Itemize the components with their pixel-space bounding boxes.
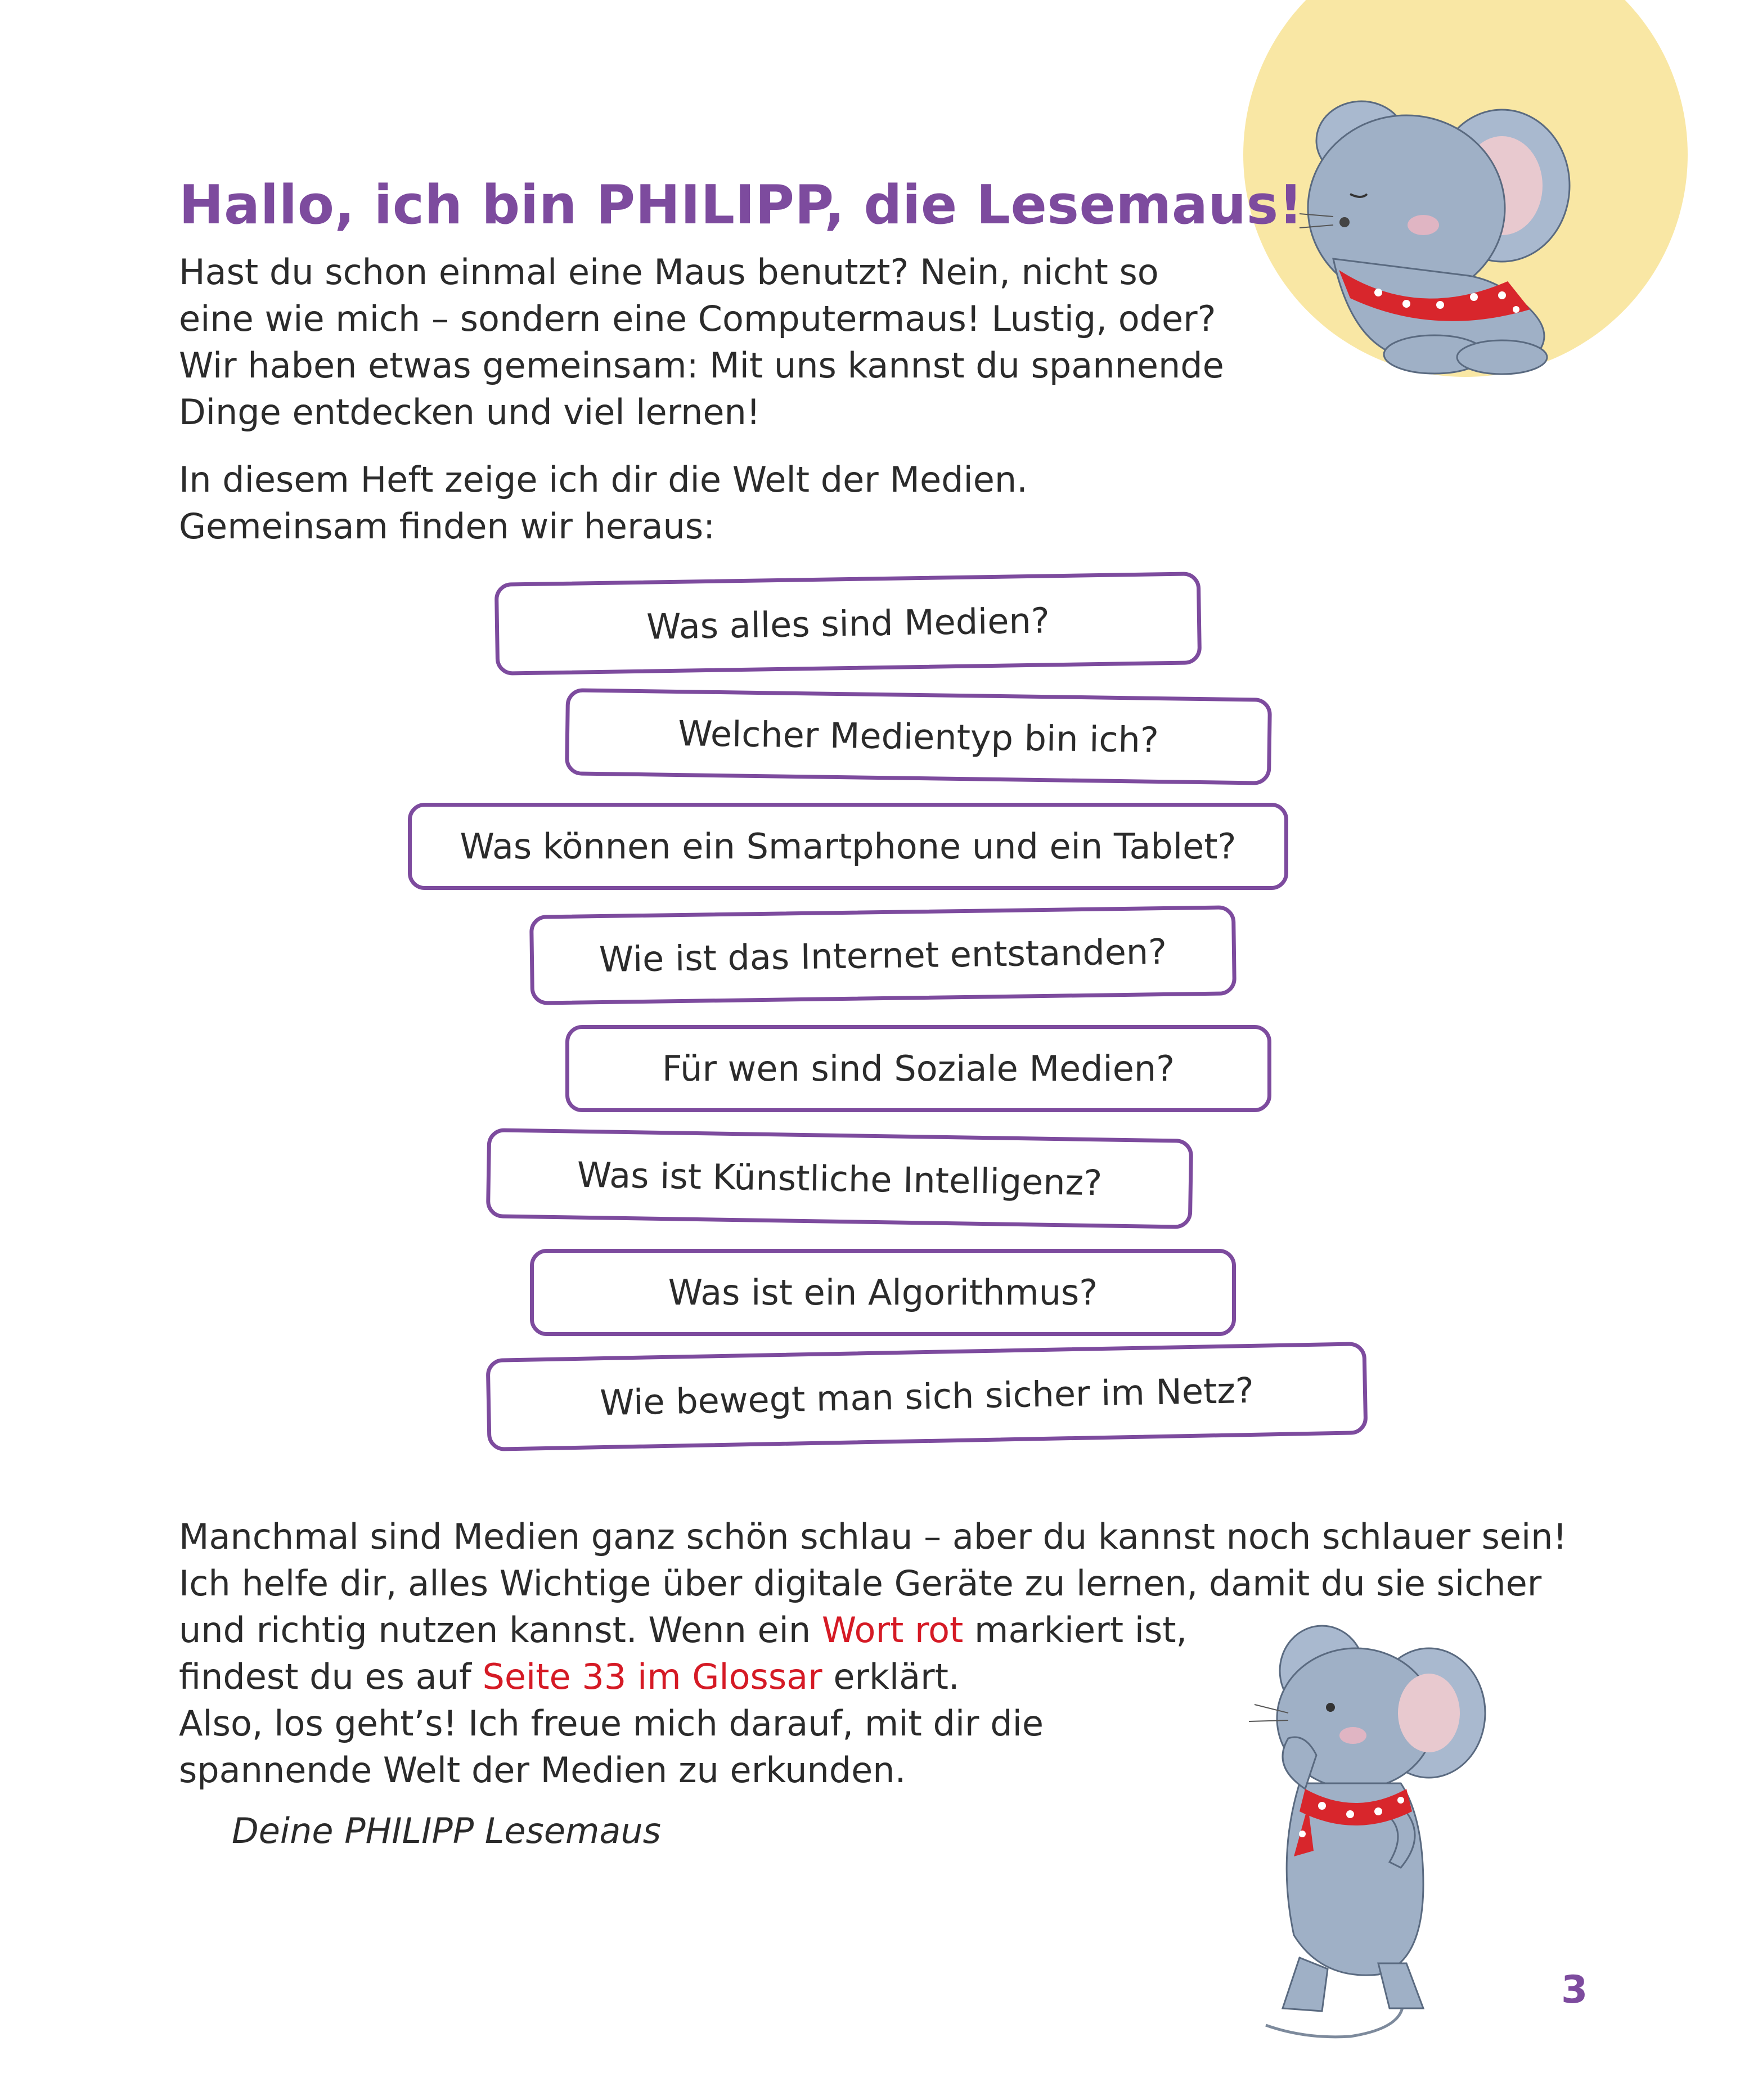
lead-line: Gemeinsam finden wir heraus: [179, 506, 716, 547]
lead-line: In diesem Heft zeige ich dir die Welt der Medien. [179, 459, 1028, 500]
closing-line: Also, los geht’s! Ich freue mich darauf, mit dir die [179, 1703, 1044, 1744]
question-text: Was ist ein Algorithmus? [668, 1272, 1098, 1313]
intro-line: Wir haben etwas gemeinsam: Mit uns kannst du spannende [179, 345, 1224, 386]
mouse-thinking-illustration [1210, 1620, 1525, 2048]
question-text: Wie bewegt man sich sicher im Netz? [599, 1369, 1255, 1424]
glossary-page-reference: Seite 33 im Glossar [482, 1656, 822, 1697]
closing-line: Manchmal sind Medien ganz schön schlau – aber du kannst noch schlauer sein! [179, 1516, 1567, 1557]
intro-line: Hast du schon einmal eine Maus benutzt? Nein, nicht so [179, 251, 1159, 293]
signature: Deine PHILIPP Lesemaus [232, 1810, 661, 1851]
question-box [530, 1249, 1236, 1336]
question-text: Für wen sind Soziale Medien? [662, 1048, 1175, 1089]
closing-line: spannende Welt der Medien zu erkunden. [179, 1750, 906, 1791]
closing-line: Ich helfe dir, alles Wichtige über digitale Geräte zu lernen, damit du sie sicher [179, 1563, 1542, 1604]
glossary-word-highlight: Wort rot [821, 1609, 964, 1651]
question-box [529, 905, 1237, 1005]
closing-line-part: erklärt. [822, 1656, 960, 1697]
question-box [486, 1128, 1193, 1229]
intro-line: eine wie mich – sondern eine Computermaus! Lustig, oder? [179, 298, 1216, 339]
question-text: Welcher Medientyp bin ich? [677, 713, 1159, 761]
closing-line-part: und richtig nutzen kannst. Wenn ein [179, 1609, 822, 1651]
question-text: Was ist Künstliche Intelligenz? [577, 1154, 1103, 1203]
question-box [565, 1025, 1271, 1112]
lead-paragraph [179, 456, 1028, 550]
intro-line: Dinge entdecken und viel lernen! [179, 392, 761, 433]
question-box [408, 803, 1288, 890]
question-box [494, 572, 1202, 676]
closing-line-part: findest du es auf [179, 1656, 483, 1697]
question-box [486, 1342, 1368, 1451]
closing-line-part: markiert ist, [963, 1609, 1188, 1651]
question-box [565, 688, 1272, 785]
intro-paragraph [179, 249, 1224, 435]
question-text: Was können ein Smartphone und ein Tablet? [460, 826, 1237, 867]
question-text: Wie ist das Internet entstanden? [599, 930, 1167, 980]
mouse-leaning-illustration [1266, 73, 1615, 388]
page-number: 3 [1561, 1968, 1588, 2012]
page-title: Hallo, ich bin PHILIPP, die Lesemaus! [179, 174, 1303, 236]
question-text: Was alles sind Medien? [646, 600, 1050, 647]
